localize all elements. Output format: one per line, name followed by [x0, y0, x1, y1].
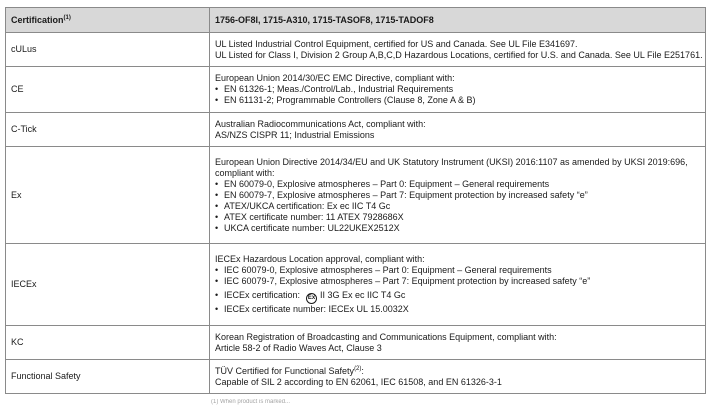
- row-detail-culus: [210, 33, 706, 67]
- header-footnote-ref: (1): [63, 14, 71, 21]
- detail-line: Article 58-2 of Radio Waves Act, Clause 3: [215, 342, 382, 353]
- list-item-iecex-certification: [215, 290, 700, 304]
- detail-line: [215, 366, 700, 377]
- certification-table: [5, 7, 706, 394]
- row-name-iecex: IECEx: [6, 244, 210, 326]
- fs-line-end: :: [361, 365, 364, 376]
- detail-line: Korean Registration of Broadcasting and Communications Equipment, compliant with:: [215, 331, 557, 342]
- row-name-functional-safety: Functional Safety: [6, 360, 210, 394]
- table-row: [6, 360, 706, 394]
- row-name-ce: CE: [6, 67, 210, 113]
- row-detail-iecex: [210, 244, 706, 326]
- row-detail-functional-safety: [210, 360, 706, 394]
- detail-intro: European Union Directive 2014/34/EU and UK Statutory Instrument (UKSI) 2016:1107 as amended by UKSI 2019:696,: [215, 156, 688, 167]
- cert-label: IECEx certification:: [224, 290, 301, 300]
- detail-line: Australian Radiocommunications Act, compliant with:: [215, 118, 426, 129]
- table-row: [6, 67, 706, 113]
- list-item: • EN 60079-7, Explosive atmospheres – Part 7: Equipment protection by increased safety “e”: [215, 190, 700, 201]
- row-detail-ce: [210, 67, 706, 113]
- detail-line: AS/NZS CISPR 11; Industrial Emissions: [215, 129, 375, 140]
- cert-value: II 3G Ex ec IIC T4 Gc: [320, 290, 406, 300]
- row-detail-kc: [210, 326, 706, 360]
- list-item: • IEC 60079-7, Explosive atmospheres – Part 7: Equipment protection by increased safety “e”: [215, 276, 700, 287]
- table-row: [6, 147, 706, 244]
- detail-line: UL Listed for Class I, Division 2 Group A,B,C,D Hazardous Locations, certified for U.S. and Canada. See UL File E251761.: [215, 49, 703, 60]
- table-row: [6, 244, 706, 326]
- header-certification: [6, 8, 210, 33]
- bullet-list: [215, 265, 700, 315]
- header-catalog-numbers: 1756-OF8I, 1715-A310, 1715-TASOF8, 1715-TADOF8: [210, 8, 706, 33]
- row-detail-ex: [210, 147, 706, 244]
- list-item: • IECEx certificate number: IECEx UL 15.0032X: [215, 304, 700, 315]
- footnote-ref: (2): [354, 365, 362, 372]
- list-item: • EN 61131-2; Programmable Controllers (Clause 8, Zone A & B): [215, 95, 700, 106]
- list-item: • ATEX/UKCA certification: Ex ec IIC T4 Gc: [215, 201, 700, 212]
- list-item: • IEC 60079-0, Explosive atmospheres – Part 0: Equipment – General requirements: [215, 265, 700, 276]
- table-row: [6, 113, 706, 147]
- table-row: [6, 326, 706, 360]
- list-item: • UKCA certificate number: UL22UKEX2512X: [215, 223, 700, 234]
- detail-line: Capable of SIL 2 according to EN 62061, IEC 61508, and EN 61326-3-1: [215, 376, 502, 387]
- row-detail-ctick: [210, 113, 706, 147]
- table-header-row: [6, 8, 706, 33]
- bullet-list: [215, 84, 700, 106]
- list-item: • EN 61326-1; Meas./Control/Lab., Industrial Requirements: [215, 84, 700, 95]
- row-name-ctick: C-Tick: [6, 113, 210, 147]
- row-name-kc: KC: [6, 326, 210, 360]
- detail-line: UL Listed Industrial Control Equipment, certified for US and Canada. See UL File E341697.: [215, 38, 578, 49]
- detail-intro: European Union 2014/30/EC EMC Directive, compliant with:: [215, 73, 455, 83]
- list-item: • EN 60079-0, Explosive atmospheres – Part 0: Equipment – General requirements: [215, 179, 700, 190]
- table-row: [6, 33, 706, 67]
- header-certification-label: Certification: [11, 14, 64, 25]
- fs-line-text: TÜV Certified for Functional Safety: [215, 365, 355, 376]
- bullet-list: [215, 179, 700, 234]
- row-name-culus: cULus: [6, 33, 210, 67]
- ex-hexagon-icon: Ex: [306, 293, 317, 304]
- detail-intro: compliant with:: [215, 167, 275, 178]
- list-item: • ATEX certificate number: 11 ATEX 7928686X: [215, 212, 700, 223]
- row-name-ex: Ex: [6, 147, 210, 244]
- detail-intro: IECEx Hazardous Location approval, compliant with:: [215, 254, 425, 264]
- footnote-fragment: (1) When product is marked...: [211, 399, 291, 405]
